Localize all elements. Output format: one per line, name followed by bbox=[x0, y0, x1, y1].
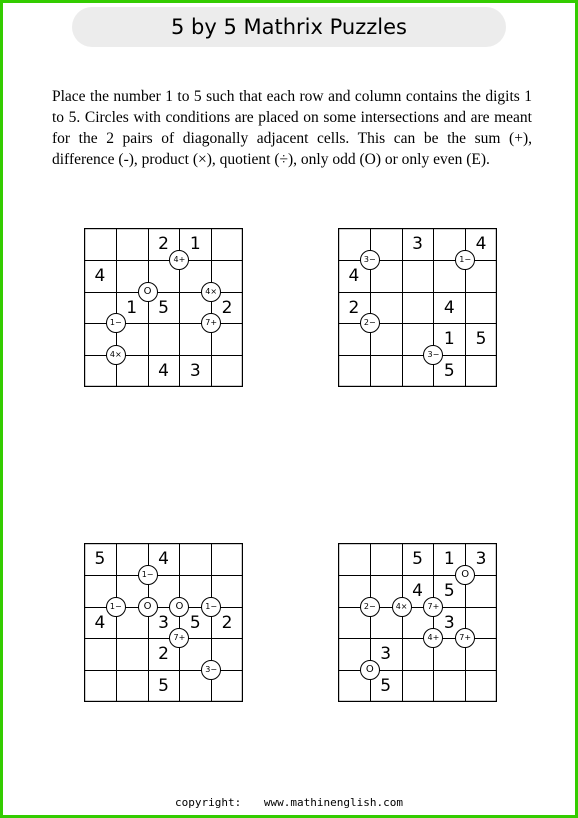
title-banner bbox=[72, 7, 506, 47]
given-digit: 1 bbox=[443, 329, 455, 350]
given-digit: 3 bbox=[380, 644, 392, 665]
condition-circle: 1− bbox=[455, 250, 475, 270]
puzzle-3 bbox=[84, 543, 243, 702]
given-digit: 1 bbox=[443, 548, 455, 569]
given-digit: 5 bbox=[158, 297, 169, 318]
given-digit: 2 bbox=[158, 644, 169, 665]
given-digit: 4 bbox=[94, 265, 106, 286]
condition-circle: O bbox=[169, 597, 189, 617]
given-digit: 3 bbox=[189, 361, 201, 382]
given-digit: 2 bbox=[221, 612, 233, 633]
given-digit: 3 bbox=[475, 548, 487, 569]
puzzle-1 bbox=[84, 228, 243, 387]
condition-circle: 1− bbox=[201, 597, 221, 617]
given-digit: 4 bbox=[158, 361, 169, 382]
condition-circle: 4+ bbox=[423, 628, 443, 648]
given-digit: 5 bbox=[380, 676, 392, 697]
condition-circle: 3− bbox=[201, 660, 221, 680]
given-digit: 4 bbox=[158, 548, 169, 569]
condition-circle: 2− bbox=[360, 313, 380, 333]
condition-circle: 4× bbox=[392, 597, 412, 617]
given-digit: 5 bbox=[158, 676, 169, 697]
condition-circle: 1− bbox=[106, 313, 126, 333]
instructions-text: Place the number 1 to 5 such that each row and column contains the digits 1 to 5. Circles with conditions are placed on some intersections and are meant for the 2 pairs of diagonally adjacent cells. This can be the sum (+), difference (-), product (×), quotient (÷), only odd (O) or only even (E). bbox=[52, 88, 532, 168]
copyright-label: copyright: bbox=[175, 796, 242, 809]
condition-circle: 3− bbox=[360, 250, 380, 270]
condition-circle: 7+ bbox=[423, 597, 443, 617]
given-digit: 5 bbox=[443, 580, 455, 601]
given-digit: 2 bbox=[158, 233, 169, 254]
condition-circle: 4+ bbox=[169, 250, 189, 270]
copyright-site: www.mathinenglish.com bbox=[263, 796, 403, 809]
given-digit: 5 bbox=[94, 548, 106, 569]
given-digit: 4 bbox=[412, 580, 423, 601]
given-digit: 5 bbox=[189, 612, 201, 633]
condition-circle: 7+ bbox=[201, 313, 221, 333]
given-digit: 5 bbox=[412, 548, 423, 569]
condition-circle: O bbox=[455, 565, 475, 585]
given-digit: 4 bbox=[443, 297, 455, 318]
condition-circle: 7+ bbox=[455, 628, 475, 648]
puzzle-4 bbox=[338, 543, 497, 702]
puzzle-2 bbox=[338, 228, 497, 387]
condition-circle: 1− bbox=[106, 597, 126, 617]
condition-circle: 1− bbox=[138, 565, 158, 585]
given-digit: 4 bbox=[348, 265, 360, 286]
given-digit: 1 bbox=[189, 233, 201, 254]
copyright-line bbox=[0, 796, 578, 809]
page-title: 5 by 5 Mathrix Puzzles bbox=[171, 15, 407, 39]
condition-circle: 7+ bbox=[169, 628, 189, 648]
condition-circle: 4× bbox=[201, 282, 221, 302]
condition-circle: 3− bbox=[423, 345, 443, 365]
condition-circle: 4× bbox=[106, 345, 126, 365]
given-digit: 5 bbox=[443, 361, 455, 382]
given-digit: 2 bbox=[348, 297, 360, 318]
given-digit: 2 bbox=[221, 297, 233, 318]
given-digit: 3 bbox=[443, 612, 455, 633]
condition-circle: O bbox=[138, 597, 158, 617]
given-digit: 5 bbox=[475, 329, 487, 350]
given-digit: 3 bbox=[158, 612, 169, 633]
condition-circle: 2− bbox=[360, 597, 380, 617]
given-digit: 4 bbox=[94, 612, 106, 633]
given-digit: 3 bbox=[412, 233, 423, 254]
condition-circle: O bbox=[138, 282, 158, 302]
given-digit: 1 bbox=[126, 297, 138, 318]
condition-circle: O bbox=[360, 660, 380, 680]
given-digit: 4 bbox=[475, 233, 487, 254]
